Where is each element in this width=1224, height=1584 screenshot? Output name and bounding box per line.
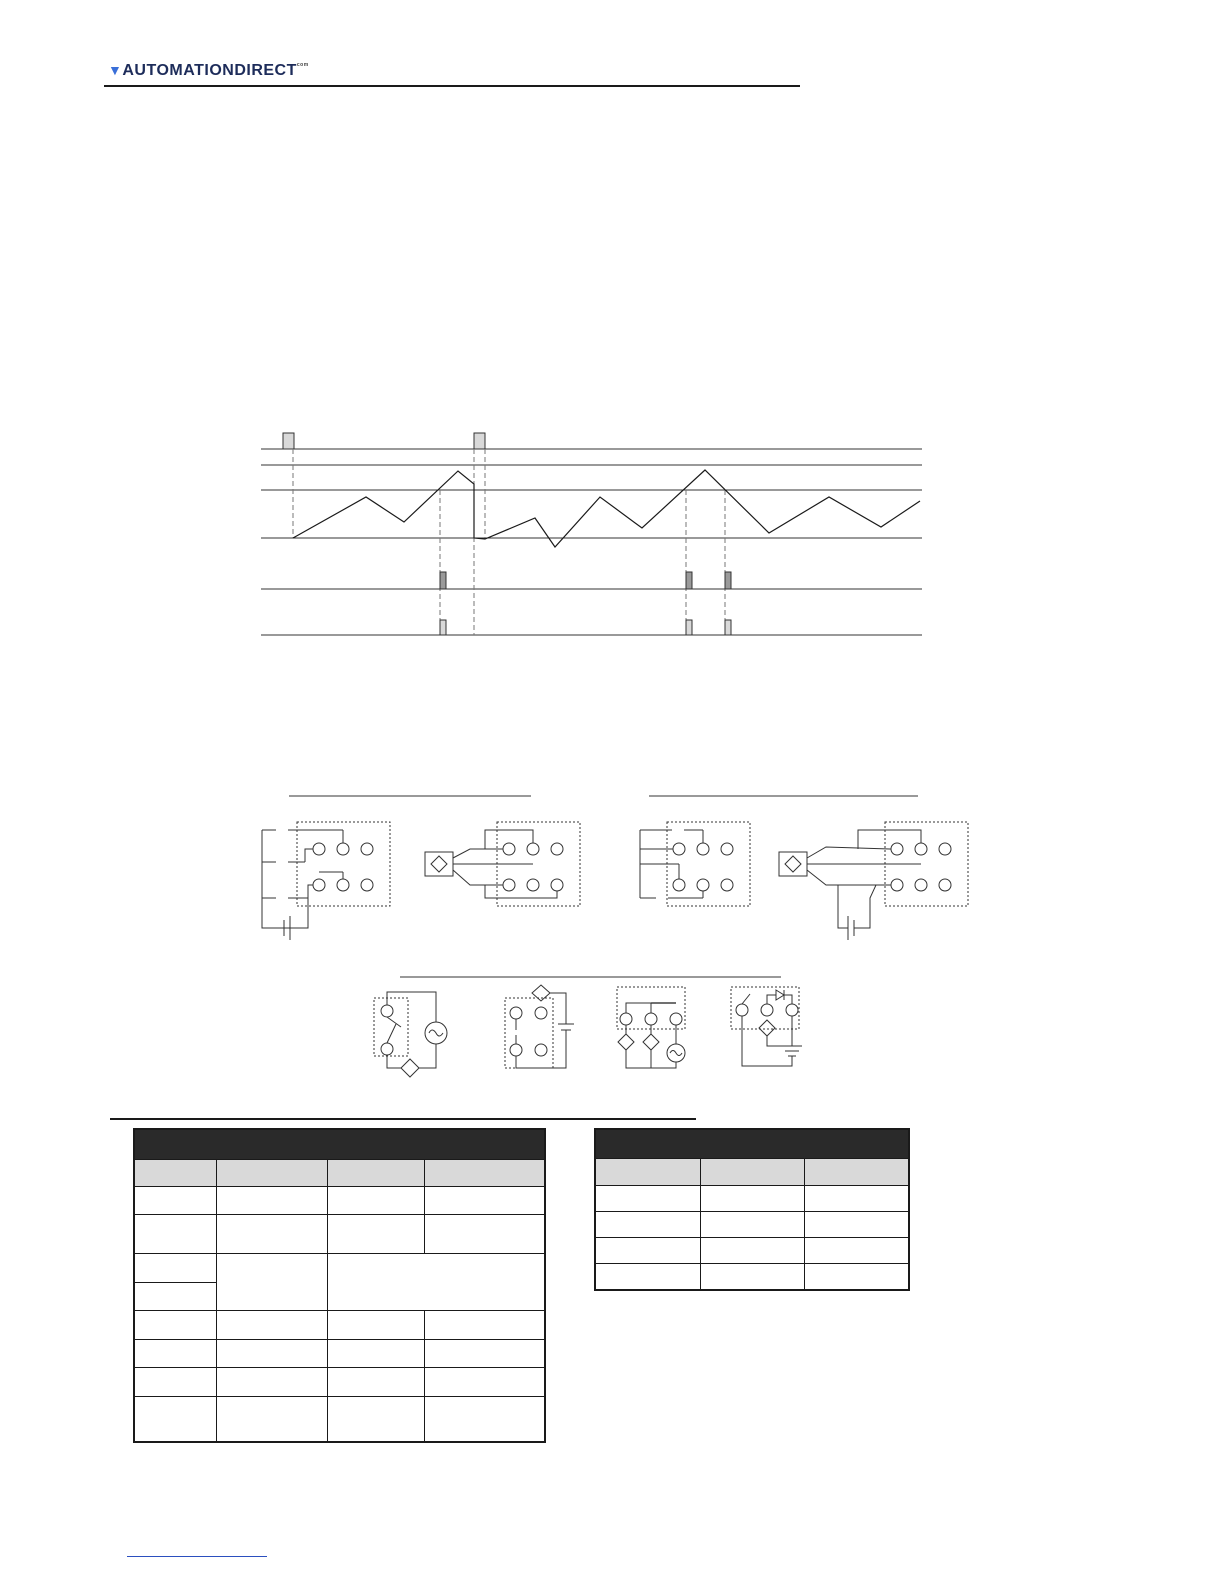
- table-row: [134, 1311, 545, 1340]
- table-row: [134, 1254, 545, 1283]
- table-column-header: [424, 1159, 545, 1186]
- table-row: [134, 1339, 545, 1368]
- logo-mark-icon: ▼: [108, 62, 123, 78]
- output-diagram-diode: [731, 987, 802, 1066]
- table-title-bar: [595, 1129, 909, 1159]
- table-row: [134, 1215, 545, 1254]
- table-title-bar: [134, 1129, 545, 1159]
- table-column-header: [327, 1159, 424, 1186]
- table-row: [134, 1396, 545, 1442]
- specifications-table-left: [133, 1128, 546, 1443]
- table-row: [134, 1368, 545, 1397]
- table-row: [134, 1186, 545, 1215]
- output-diagram-relay: [374, 992, 447, 1077]
- table-column-header: [134, 1159, 216, 1186]
- table-row: [595, 1264, 909, 1290]
- table-column-header: [595, 1159, 700, 1186]
- table-row: [595, 1186, 909, 1212]
- table-column-header: [804, 1159, 909, 1186]
- section-rule: [110, 1118, 696, 1120]
- output-diagram-transistor: [505, 985, 574, 1068]
- logo-suffix: com: [296, 62, 309, 68]
- output-diagram-multi-load: [617, 987, 685, 1068]
- table-row: [595, 1238, 909, 1264]
- footer-link[interactable]: [127, 1556, 267, 1557]
- specifications-table-right: [594, 1128, 910, 1291]
- logo-text: AUTOMATIONDIRECT: [122, 62, 297, 79]
- table-column-header: [216, 1159, 327, 1186]
- table-row: [595, 1212, 909, 1238]
- table-column-header: [700, 1159, 804, 1186]
